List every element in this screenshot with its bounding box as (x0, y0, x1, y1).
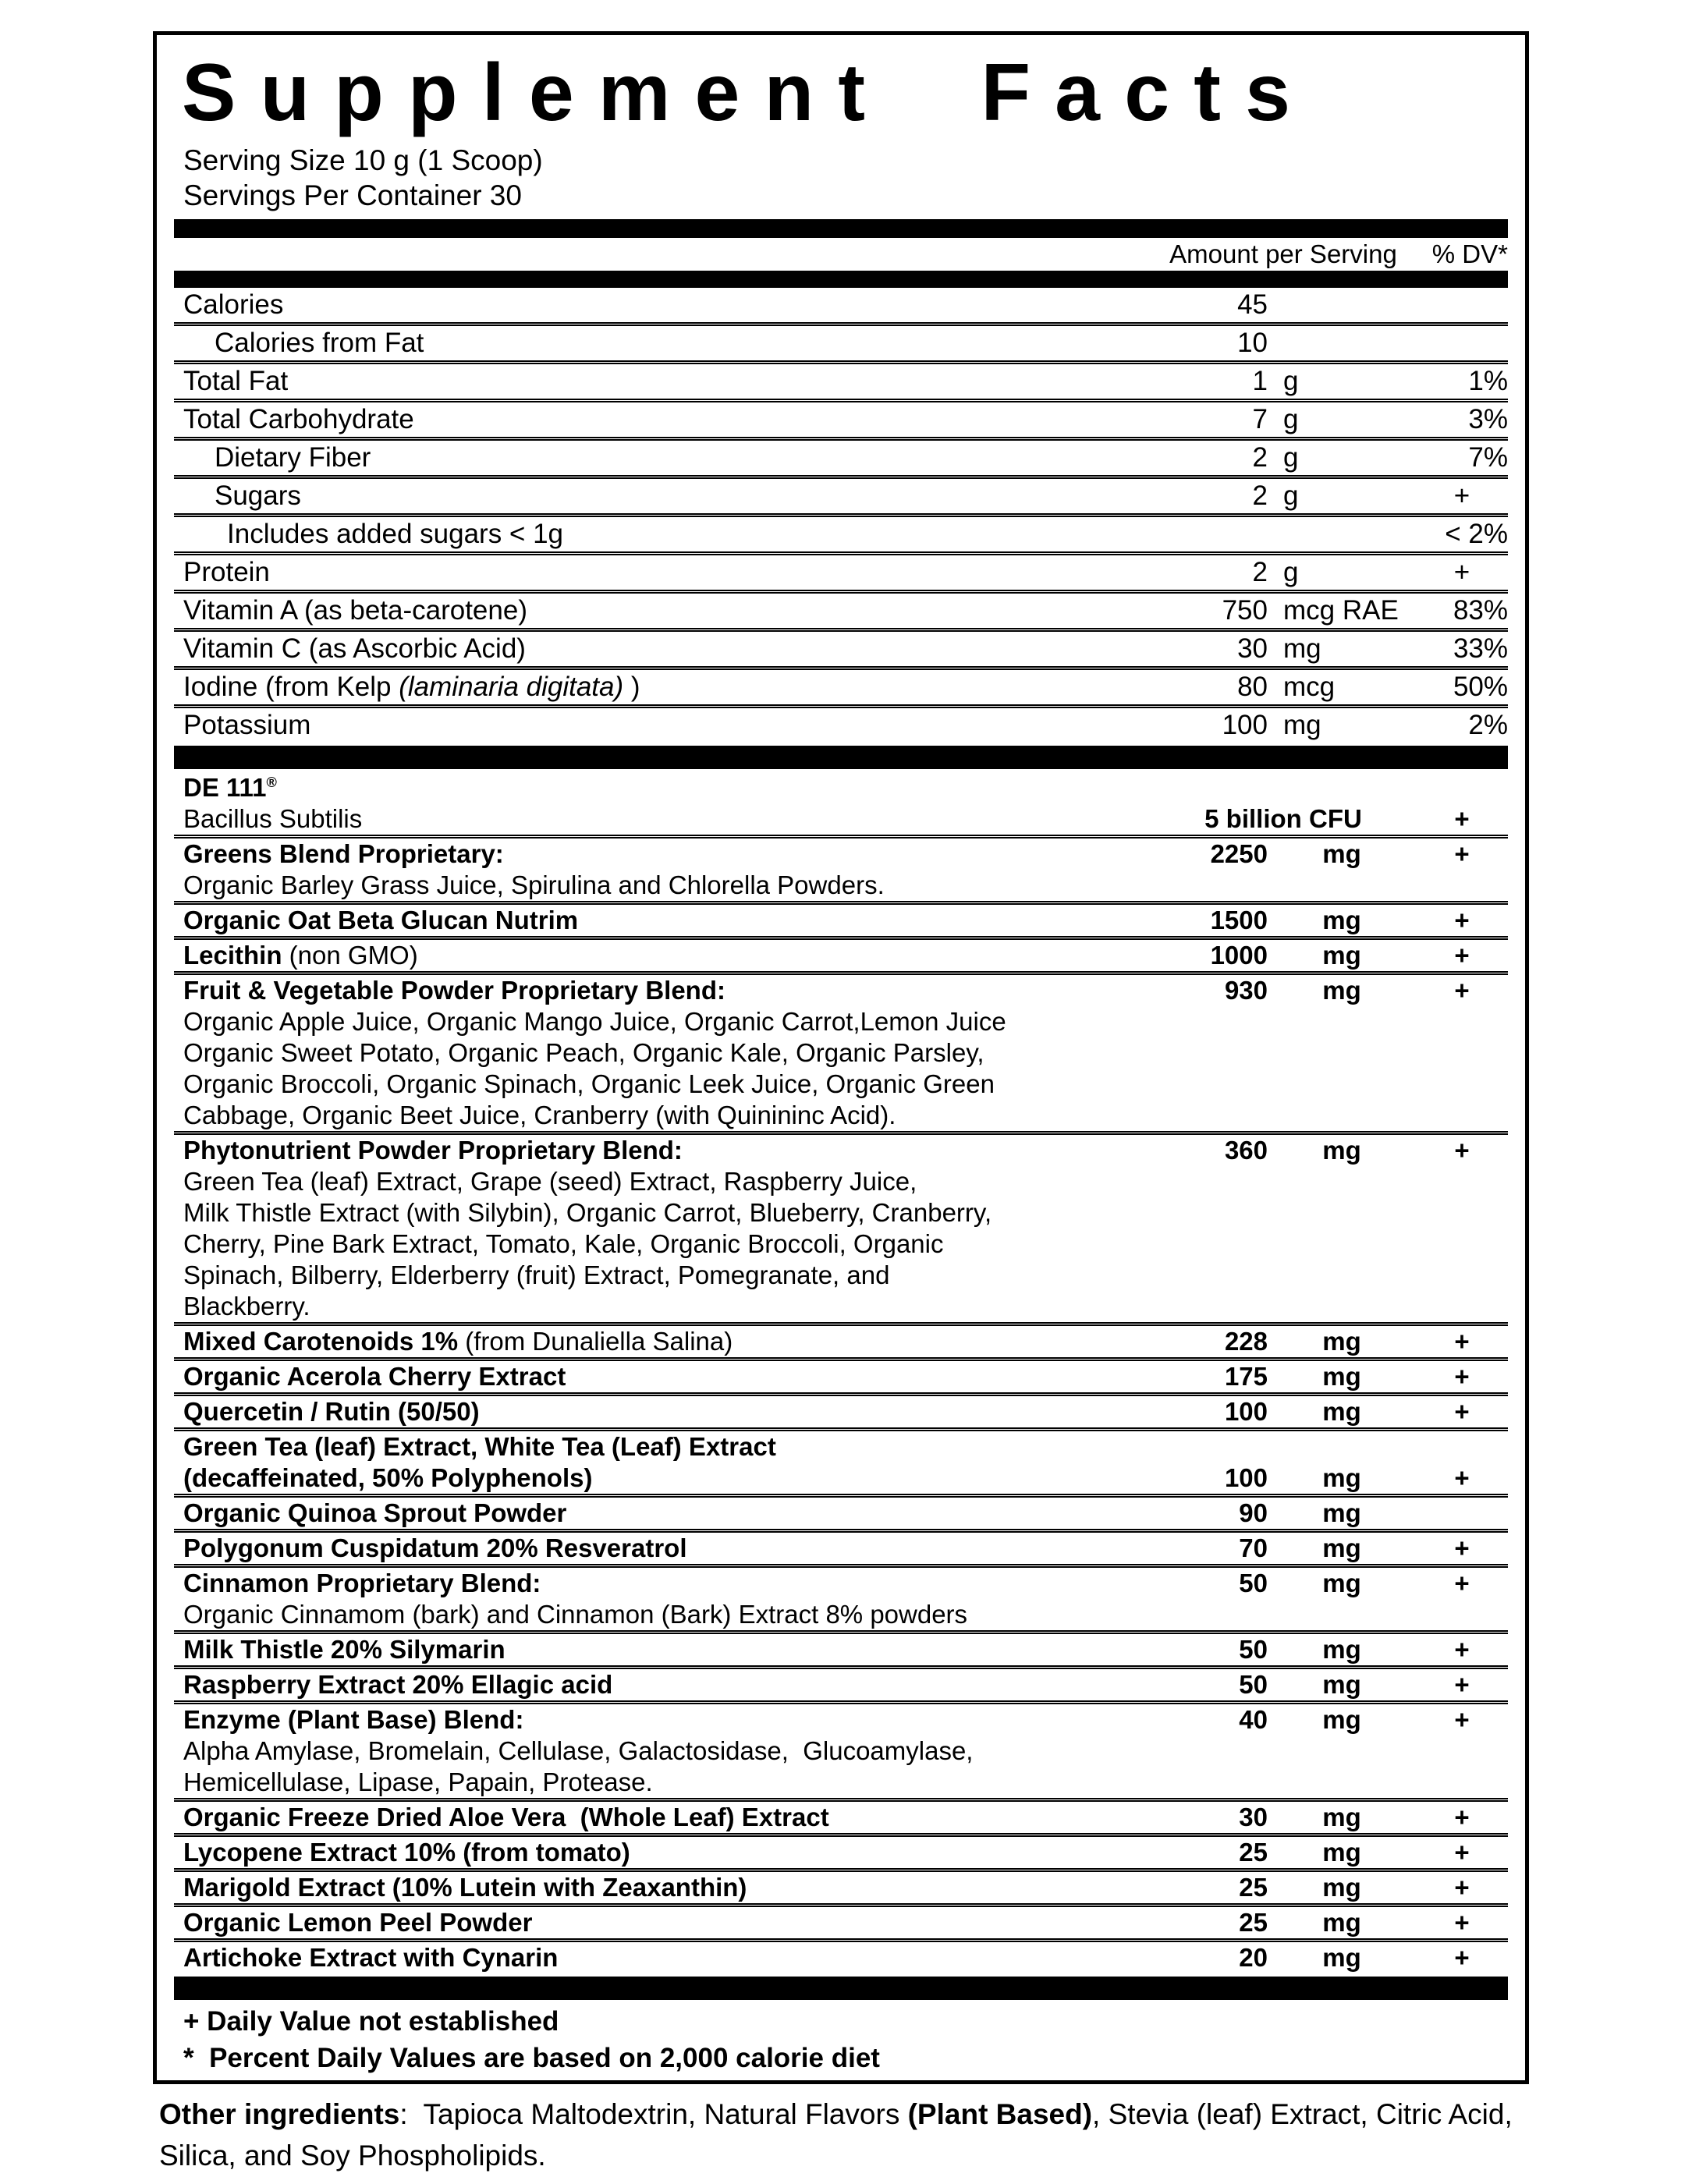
nutrient-row (174, 1326, 1508, 1361)
blend-ingredients: Organic Barley Grass Juice, Spirulina and Chlorella Powders. (183, 870, 885, 899)
amount-value: 1 (1252, 366, 1268, 396)
dv-value: + (1454, 1569, 1470, 1597)
serving-size: Serving Size 10 g (1 Scoop) (183, 144, 543, 176)
amount-value: 228 (1224, 1327, 1268, 1356)
blends-section (174, 772, 1508, 1973)
blend-ingredients: Alpha Amylase, Bromelain, Cellulase, Galactosidase, Glucoamylase, (183, 1736, 974, 1765)
text-segment: Sugars (215, 480, 301, 511)
nutrient-row (174, 1634, 1508, 1669)
text-segment: Cinnamon Proprietary Blend: (183, 1569, 541, 1597)
amount-value: 360 (1224, 1136, 1268, 1165)
blend-ingredients: Organic Sweet Potato, Organic Peach, Organic Kale, Organic Parsley, (183, 1038, 984, 1067)
blend-description-row (174, 1260, 1508, 1291)
blend-description-row (174, 1228, 1508, 1260)
nutrient-row (174, 1135, 1508, 1166)
amount-value: 1500 (1210, 906, 1268, 934)
text-segment: Marigold Extract (10% Lutein with Zeaxanthin) (183, 1873, 747, 1902)
dv-value: + (1454, 976, 1470, 1005)
nutrient-row (174, 594, 1508, 632)
dv-value: 1% (1468, 366, 1508, 396)
dv-value: + (1454, 1838, 1470, 1867)
dv-value: < 2% (1445, 519, 1508, 549)
other-ingredients (159, 2094, 1548, 2176)
nutrient-name (174, 1136, 1151, 1165)
text-segment: Organic Quinoa Sprout Powder (183, 1498, 567, 1527)
dv-value: + (1454, 1397, 1470, 1426)
divider-bar-header (174, 271, 1508, 288)
amount-value: 5 billion CFU (1204, 804, 1362, 833)
nutrient-row (174, 402, 1508, 441)
divider-bar-top (174, 219, 1508, 238)
nutrient-row (174, 1802, 1508, 1837)
nutrient-row (174, 441, 1508, 479)
nutrient-row (174, 288, 1508, 326)
nutrient-name (174, 839, 1151, 869)
amount-value: 100 (1224, 1397, 1268, 1426)
amount-unit: mg (1322, 1838, 1361, 1867)
nutrient-name (174, 519, 1151, 550)
blend-ingredients: Cherry, Pine Bark Extract, Tomato, Kale, Organic Broccoli, Organic (183, 1229, 944, 1258)
amount-unit: g (1283, 442, 1299, 473)
dv-value: 3% (1468, 404, 1508, 434)
dv-value: + (1454, 941, 1470, 970)
blend-description-row (174, 1100, 1508, 1135)
nutrient-row (174, 1837, 1508, 1872)
blend-ingredients: Spinach, Bilberry, Elderberry (fruit) Extract, Pomegranate, and (183, 1260, 890, 1289)
amount-value: 2250 (1210, 839, 1268, 868)
text-segment: (laminaria digitata) (399, 672, 624, 702)
amount-unit: mg (1283, 633, 1321, 664)
amount-value: 10 (1237, 328, 1268, 358)
amount-unit: g (1283, 480, 1299, 511)
amount-unit: mg (1322, 1635, 1361, 1664)
amount-value: 45 (1237, 289, 1268, 320)
text-segment: Bacillus Subtilis (183, 804, 363, 833)
dv-value: + (1454, 1908, 1470, 1937)
blend-description-row (174, 870, 1508, 905)
amount-value: 100 (1224, 1463, 1268, 1492)
amount-unit: g (1283, 557, 1299, 587)
nutrient-row (174, 555, 1508, 594)
text-segment: Potassium (183, 710, 311, 740)
supplement-facts-panel (153, 31, 1529, 2084)
nutrient-name (174, 1569, 1151, 1598)
text-segment: Green Tea (leaf) Extract, White Tea (Leaf) Extract (183, 1432, 776, 1461)
text-segment: Artichoke Extract with Cynarin (183, 1943, 559, 1972)
amount-value: 7 (1252, 404, 1268, 434)
nutrient-row (174, 632, 1508, 670)
text-segment: Organic Freeze Dried Aloe Vera (Whole Leaf) Extract (183, 1803, 829, 1831)
dv-value: + (1454, 1873, 1470, 1902)
nutrient-row (174, 1396, 1508, 1431)
nutrient-row (174, 838, 1508, 870)
nutrient-row (174, 1872, 1508, 1907)
blend-ingredients: Organic Apple Juice, Organic Mango Juice, Organic Carrot,Lemon Juice (183, 1007, 1006, 1036)
text-segment: Includes added sugars < 1g (227, 519, 564, 549)
text-segment: Greens Blend Proprietary: (183, 839, 504, 868)
amount-unit: mg (1322, 941, 1361, 970)
dv-value: + (1454, 1635, 1470, 1664)
nutrient-row (174, 905, 1508, 940)
nutrient-row (174, 1498, 1508, 1533)
nutrient-row (174, 1462, 1508, 1498)
amount-unit: mg (1322, 1397, 1361, 1426)
nutrient-name (174, 1397, 1151, 1427)
text-segment: Vitamin C (as Ascorbic Acid) (183, 633, 526, 664)
dv-value: 7% (1468, 442, 1508, 473)
nutrient-name (174, 1803, 1151, 1832)
amount-unit: mg (1322, 906, 1361, 934)
dv-value: + (1454, 906, 1470, 934)
text-segment: (Plant Based) (907, 2098, 1093, 2130)
blend-description-row (174, 1599, 1508, 1634)
dv-value: + (1454, 1362, 1470, 1391)
text-segment: Milk Thistle 20% Silymarin (183, 1635, 506, 1664)
nutrient-name (174, 480, 1151, 512)
dv-value: + (1454, 1705, 1470, 1734)
nutrient-name (174, 442, 1151, 473)
nutrient-row (174, 1704, 1508, 1736)
blend-description-row (174, 1037, 1508, 1069)
amount-unit: mg (1322, 1498, 1361, 1527)
nutrient-row (174, 708, 1508, 743)
text-segment: Lecithin (183, 941, 282, 970)
dv-column-header: % DV* (1431, 239, 1508, 268)
nutrient-row (174, 803, 1508, 838)
amount-unit: mg (1322, 1908, 1361, 1937)
nutrient-name (174, 595, 1151, 626)
amount-value: 25 (1239, 1908, 1268, 1937)
text-segment: Iodine (from Kelp (183, 672, 399, 702)
amount-unit: mg (1322, 1569, 1361, 1597)
text-segment: Raspberry Extract 20% Ellagic acid (183, 1670, 613, 1699)
blend-ingredients: Organic Broccoli, Organic Spinach, Organic Leek Juice, Organic Green (183, 1069, 995, 1098)
nutrient-name (174, 404, 1151, 435)
nutrient-row (174, 940, 1508, 975)
blend-description-row (174, 1736, 1508, 1767)
nutrient-name (174, 1362, 1151, 1392)
nutrient-row (174, 1907, 1508, 1942)
blend-description-row (174, 1006, 1508, 1037)
blend-description-row (174, 1069, 1508, 1100)
text-segment: Enzyme (Plant Base) Blend: (183, 1705, 524, 1734)
amount-unit: mg (1322, 1873, 1361, 1902)
nutrient-row (174, 1568, 1508, 1599)
nutrient-name (174, 289, 1151, 321)
amount-unit: mg (1322, 976, 1361, 1005)
amount-value: 20 (1239, 1943, 1268, 1972)
amount-unit: mg (1322, 1463, 1361, 1492)
amount-value: 30 (1239, 1803, 1268, 1831)
nutrient-name (174, 1533, 1151, 1563)
amount-unit: mg (1283, 710, 1321, 740)
nutrient-name (174, 328, 1151, 359)
text-segment: Lycopene Extract 10% (from tomato) (183, 1838, 630, 1867)
divider-bar-middle (174, 746, 1508, 769)
blend-description-row (174, 1767, 1508, 1802)
amount-value: 2 (1252, 442, 1268, 473)
nutrient-row (174, 1361, 1508, 1396)
amount-unit: mg (1322, 1803, 1361, 1831)
servings-per-container: Servings Per Container 30 (183, 179, 522, 211)
dv-value: 50% (1453, 672, 1508, 702)
dv-value: + (1454, 1533, 1470, 1562)
nutrient-name (174, 672, 1151, 703)
text-segment: Quercetin / Rutin (50/50) (183, 1397, 480, 1426)
text-segment: Dietary Fiber (215, 442, 371, 473)
amount-value: 70 (1239, 1533, 1268, 1562)
nutrient-name (174, 976, 1151, 1005)
text-segment: (decaffeinated, 50% Polyphenols) (183, 1463, 593, 1492)
dv-value: + (1454, 1670, 1470, 1699)
nutrient-name (174, 633, 1151, 665)
amount-value: 930 (1224, 976, 1268, 1005)
text-segment: Organic Oat Beta Glucan Nutrim (183, 906, 579, 934)
amount-value: 2 (1252, 480, 1268, 511)
text-segment: Organic Acerola Cherry Extract (183, 1362, 566, 1391)
dv-value: + (1454, 1327, 1470, 1356)
nutrient-row (174, 364, 1508, 402)
amount-value: 30 (1237, 633, 1268, 664)
nutrient-name (174, 1705, 1151, 1735)
blend-description-row (174, 1166, 1508, 1197)
divider-bar-bottom (174, 1977, 1508, 2000)
dv-value: + (1454, 1943, 1470, 1972)
dv-value: + (1454, 1803, 1470, 1831)
nutrient-name (174, 366, 1151, 397)
text-segment: Protein (183, 557, 270, 587)
dv-value: + (1453, 557, 1470, 587)
amount-unit: mg (1322, 1943, 1361, 1972)
text-segment: Polygonum Cuspidatum 20% Resveratrol (183, 1533, 687, 1562)
blend-ingredients: Cabbage, Organic Beet Juice, Cranberry (with Quinininc Acid). (183, 1101, 896, 1129)
nutrient-row (174, 1533, 1508, 1568)
amount-value: 80 (1237, 672, 1268, 702)
nutrient-name (174, 1635, 1151, 1665)
amount-value: 25 (1239, 1873, 1268, 1902)
blend-ingredients: Green Tea (leaf) Extract, Grape (seed) Extract, Raspberry Juice, (183, 1167, 917, 1196)
nutrient-row (174, 517, 1508, 555)
nutrient-name (174, 1943, 1151, 1973)
amount-value: 40 (1239, 1705, 1268, 1734)
amount-unit: mg (1322, 1533, 1361, 1562)
nutrient-name (174, 1670, 1151, 1700)
amount-value: 50 (1239, 1670, 1268, 1699)
text-segment: (non GMO) (282, 941, 418, 970)
blend-ingredients: Hemicellulase, Lipase, Papain, Protease. (183, 1767, 653, 1796)
nutrient-row (174, 670, 1508, 708)
nutrient-row (174, 326, 1508, 364)
dv-value: + (1454, 839, 1470, 868)
amount-value: 25 (1239, 1838, 1268, 1867)
amount-value: 50 (1239, 1569, 1268, 1597)
nutrient-name (174, 557, 1151, 588)
amount-unit: mcg (1283, 672, 1336, 702)
amount-value: 175 (1224, 1362, 1268, 1391)
text-segment: (from Dunaliella Salina) (458, 1327, 733, 1356)
nutrient-row (174, 479, 1508, 517)
nutrient-name (174, 1498, 1151, 1528)
dv-value: + (1454, 804, 1470, 833)
nutrient-row (174, 975, 1508, 1006)
blend-ingredients: Blackberry. (183, 1292, 310, 1321)
text-segment: Mixed Carotenoids 1% (183, 1327, 459, 1356)
dv-value: + (1453, 480, 1470, 511)
text-segment: Total Fat (183, 366, 289, 396)
nutrient-name (174, 1873, 1151, 1902)
text-segment: Calories (183, 289, 284, 320)
nutrient-name (174, 1463, 1151, 1493)
amount-unit: mg (1322, 839, 1361, 868)
footnote-percent-dv: * Percent Daily Values are based on 2,000 calorie diet (183, 2042, 880, 2073)
nutrients-section (174, 288, 1508, 743)
text-segment: Other ingredients (159, 2098, 400, 2130)
text-segment: ) (623, 672, 640, 702)
text-segment: Vitamin A (as beta-carotene) (183, 595, 527, 626)
text-segment: , Stevia (leaf) Extract, Citric Acid, Silica, and Soy Phospholipids. (159, 2098, 1521, 2172)
blend-description-row (174, 1291, 1508, 1326)
amount-value: 1000 (1210, 941, 1268, 970)
nutrient-name (174, 941, 1151, 970)
footnote-daily-value: + Daily Value not established (183, 2005, 559, 2037)
nutrient-name (174, 1838, 1151, 1867)
amount-unit: g (1283, 404, 1299, 434)
nutrient-name (174, 906, 1151, 935)
nutrient-row (174, 1431, 1508, 1462)
text-segment: DE 111 (183, 773, 267, 802)
text-segment: Fruit & Vegetable Powder Proprietary Blend: (183, 976, 725, 1005)
nutrient-name (174, 710, 1151, 741)
amount-value: 100 (1222, 710, 1268, 740)
nutrient-name (174, 1327, 1151, 1356)
panel-title: Supplement Facts (182, 48, 1315, 138)
text-segment: Total Carbohydrate (183, 404, 414, 434)
dv-value: 33% (1453, 633, 1508, 664)
text-segment: Phytonutrient Powder Proprietary Blend: (183, 1136, 683, 1165)
blend-ingredients: Milk Thistle Extract (with Silybin), Organic Carrot, Blueberry, Cranberry, (183, 1198, 992, 1227)
nutrient-name (174, 773, 1151, 803)
nutrient-name (174, 1432, 1151, 1462)
dv-value: + (1454, 1463, 1470, 1492)
amount-value: 750 (1222, 595, 1268, 626)
amount-unit: mg (1322, 1136, 1361, 1165)
amount-unit: mg (1322, 1670, 1361, 1699)
blend-ingredients: Organic Cinnamom (bark) and Cinnamon (Bark) Extract 8% powders (183, 1600, 968, 1629)
amount-unit: mg (1322, 1705, 1361, 1734)
text-segment: Organic Lemon Peel Powder (183, 1908, 533, 1937)
nutrient-row (174, 772, 1508, 803)
amount-column-header: Amount per Serving (1169, 239, 1397, 268)
amount-unit: mcg RAE (1283, 595, 1399, 626)
dv-value: 2% (1468, 710, 1508, 740)
amount-value: 50 (1239, 1635, 1268, 1664)
text-segment: Calories from Fat (215, 328, 424, 358)
dv-value: 83% (1453, 595, 1508, 626)
amount-unit: mg (1322, 1362, 1361, 1391)
nutrient-row (174, 1942, 1508, 1973)
nutrient-name (174, 804, 1151, 834)
nutrient-name (174, 1908, 1151, 1938)
amount-unit: g (1283, 366, 1299, 396)
text-segment: ® (266, 775, 277, 790)
amount-unit: mg (1322, 1327, 1361, 1356)
blend-description-row (174, 1197, 1508, 1228)
text-segment: : Tapioca Maltodextrin, Natural Flavors (399, 2098, 908, 2130)
amount-value: 2 (1252, 557, 1268, 587)
amount-value: 90 (1239, 1498, 1268, 1527)
dv-value: + (1454, 1136, 1470, 1165)
nutrient-row (174, 1669, 1508, 1704)
column-header-row (174, 238, 1508, 271)
